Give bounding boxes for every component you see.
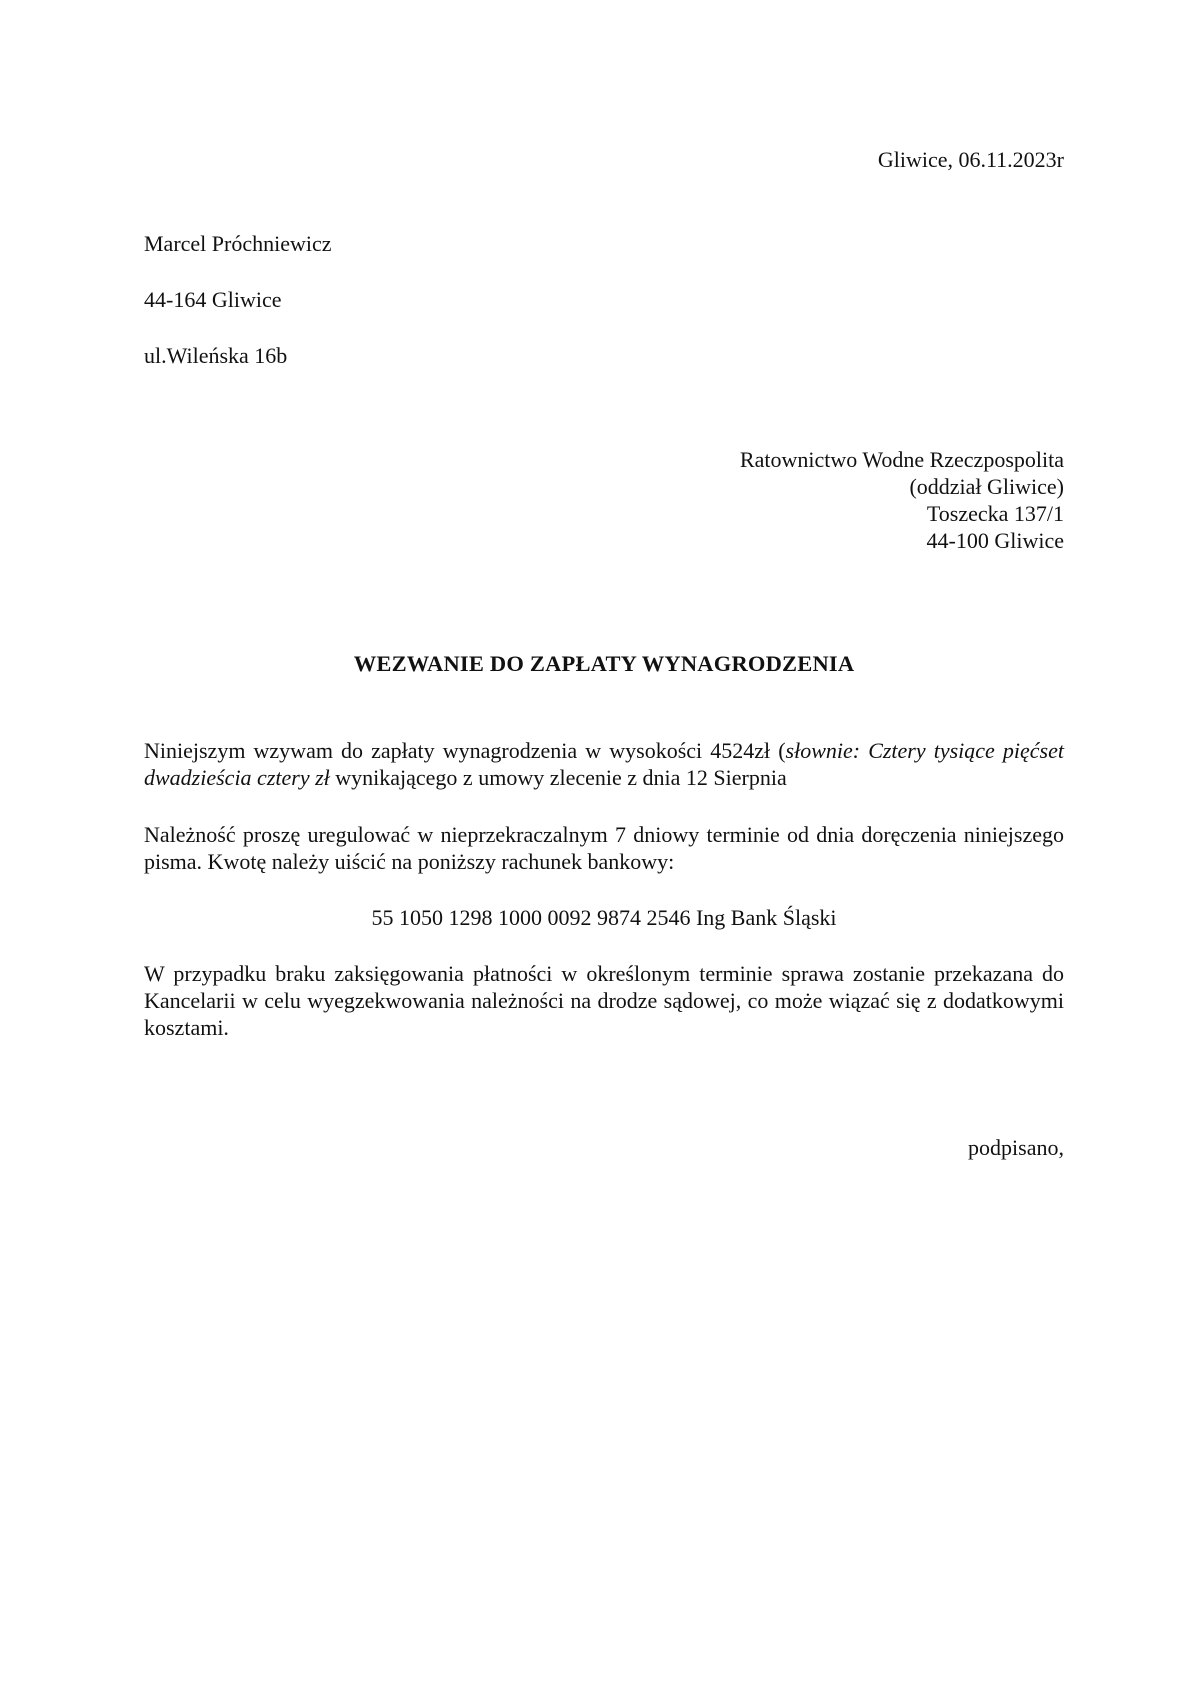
paragraph-demand-end: wynikającego z umowy zlecenie z dnia 12 Sierpnia: [329, 765, 787, 790]
recipient-postal: 44-100 Gliwice: [926, 528, 1064, 553]
document-title: WEZWANIE DO ZAPŁATY WYNAGRODZENIA: [353, 651, 855, 676]
recipient-name: Ratownictwo Wodne Rzeczpospolita: [739, 447, 1064, 472]
paragraph-payment: Należność proszę uregulować w nieprzekraczalnym 7 dniowy terminie od dnia doręczenia niniejszego pisma. Kwotę należy uiścić na poniższy rachunek bankowy:: [144, 822, 1064, 874]
paragraph-demand: [144, 737, 1064, 791]
place-date: Gliwice, 06.11.2023r: [877, 147, 1064, 172]
amount-in-words: słownie: Cztery tysiące pięćset dwadzieścia cztery zł: [144, 738, 1064, 790]
sender-name: Marcel Próchniewicz: [144, 231, 332, 256]
signature: podpisano,: [968, 1135, 1064, 1160]
recipient-branch: (oddział Gliwice): [909, 474, 1064, 499]
paragraph-demand-start: Niniejszym wzywam do zapłaty wynagrodzenia w wysokości 4524zł (: [144, 738, 786, 763]
recipient-street: Toszecka 137/1: [926, 501, 1064, 526]
recipient-address: [740, 446, 1064, 554]
sender-postal: 44-164 Gliwice: [144, 287, 282, 312]
sender-street: ul.Wileńska 16b: [144, 343, 288, 368]
bank-account: 55 1050 1298 1000 0092 9874 2546 Ing Bank Śląski: [371, 905, 837, 930]
paragraph-consequences: W przypadku braku zaksięgowania płatności w określonym terminie sprawa zostanie przekazana do Kancelarii w celu wyegzekwowania należności na drodze sądowej, co może wiązać się z dodatkowymi kosztami.: [144, 961, 1064, 1040]
